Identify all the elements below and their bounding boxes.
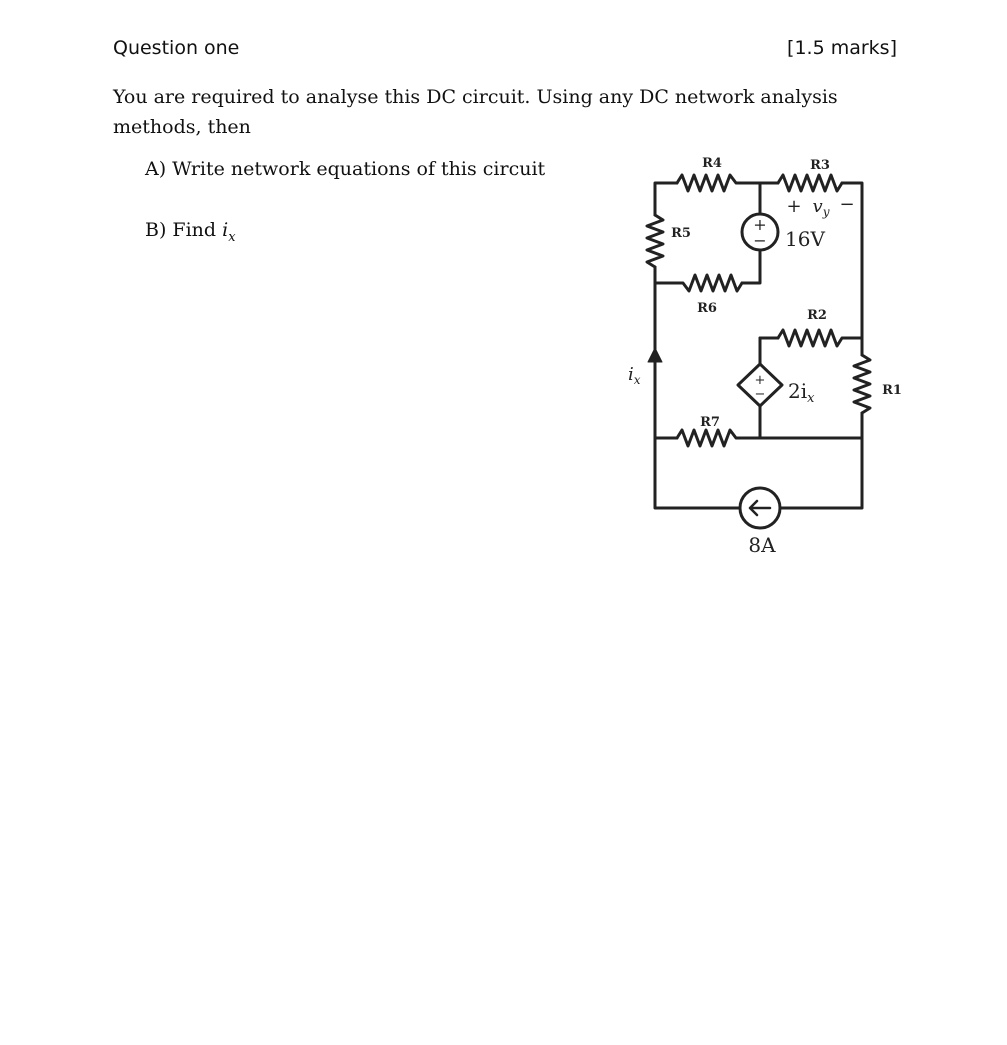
current-source-label: 8A xyxy=(748,533,776,557)
ix-subscript: x xyxy=(633,373,641,387)
r1-label: R1 xyxy=(882,383,902,398)
v16-plus: + xyxy=(753,215,767,234)
resistor-r6-symbol xyxy=(655,275,742,291)
vy-subscript: y xyxy=(822,205,830,219)
resistor-r3-symbol xyxy=(778,175,842,191)
circuit-diagram xyxy=(600,140,930,570)
question-title: Question one xyxy=(113,37,240,59)
dependent-source-subscript: x xyxy=(807,391,815,406)
question-marks: [1.5 marks] xyxy=(787,37,897,59)
part-a: A) Write network equations of this circuit xyxy=(145,158,546,180)
r5-label: R5 xyxy=(671,226,691,241)
part-b-symbol-subscript: x xyxy=(228,229,236,245)
wire-16v-bottom xyxy=(742,250,760,283)
dependent-source-label xyxy=(788,379,815,406)
vy-symbol: v xyxy=(812,196,823,217)
r6-label: R6 xyxy=(697,301,717,316)
r4-label: R4 xyxy=(702,156,722,171)
ix-arrow xyxy=(648,348,662,362)
part-b-symbol xyxy=(222,219,236,245)
wire-r1-bottom xyxy=(780,413,862,508)
dep-minus: − xyxy=(754,387,766,402)
dep-plus: + xyxy=(754,373,766,388)
vy-plus: + xyxy=(786,196,802,217)
voltage-source-label: 16V xyxy=(785,227,825,251)
v16-minus: − xyxy=(753,231,767,250)
ix-label xyxy=(628,364,641,387)
resistor-r7-symbol xyxy=(677,430,745,446)
vy-minus: − xyxy=(839,194,855,215)
r2-label: R2 xyxy=(807,308,827,323)
vy-label xyxy=(813,196,830,219)
part-b-prefix: B) Find xyxy=(145,219,223,241)
r7-label: R7 xyxy=(700,415,720,430)
r3-label: R3 xyxy=(810,158,830,173)
question-intro: You are required to analyse this DC circuit. Using any DC network analysis methods, then xyxy=(113,86,838,138)
dependent-source-value: 2i xyxy=(788,379,808,403)
resistor-r1-symbol xyxy=(854,355,870,413)
resistor-r5-symbol xyxy=(647,215,663,267)
wire-bottom xyxy=(655,438,740,508)
resistor-r2-symbol xyxy=(778,330,862,346)
part-b-symbol-letter: i xyxy=(222,219,229,241)
resistor-r4-symbol xyxy=(677,175,745,191)
wire-top-left xyxy=(655,183,677,215)
ix-symbol: i xyxy=(628,364,634,385)
part-b xyxy=(145,219,236,245)
